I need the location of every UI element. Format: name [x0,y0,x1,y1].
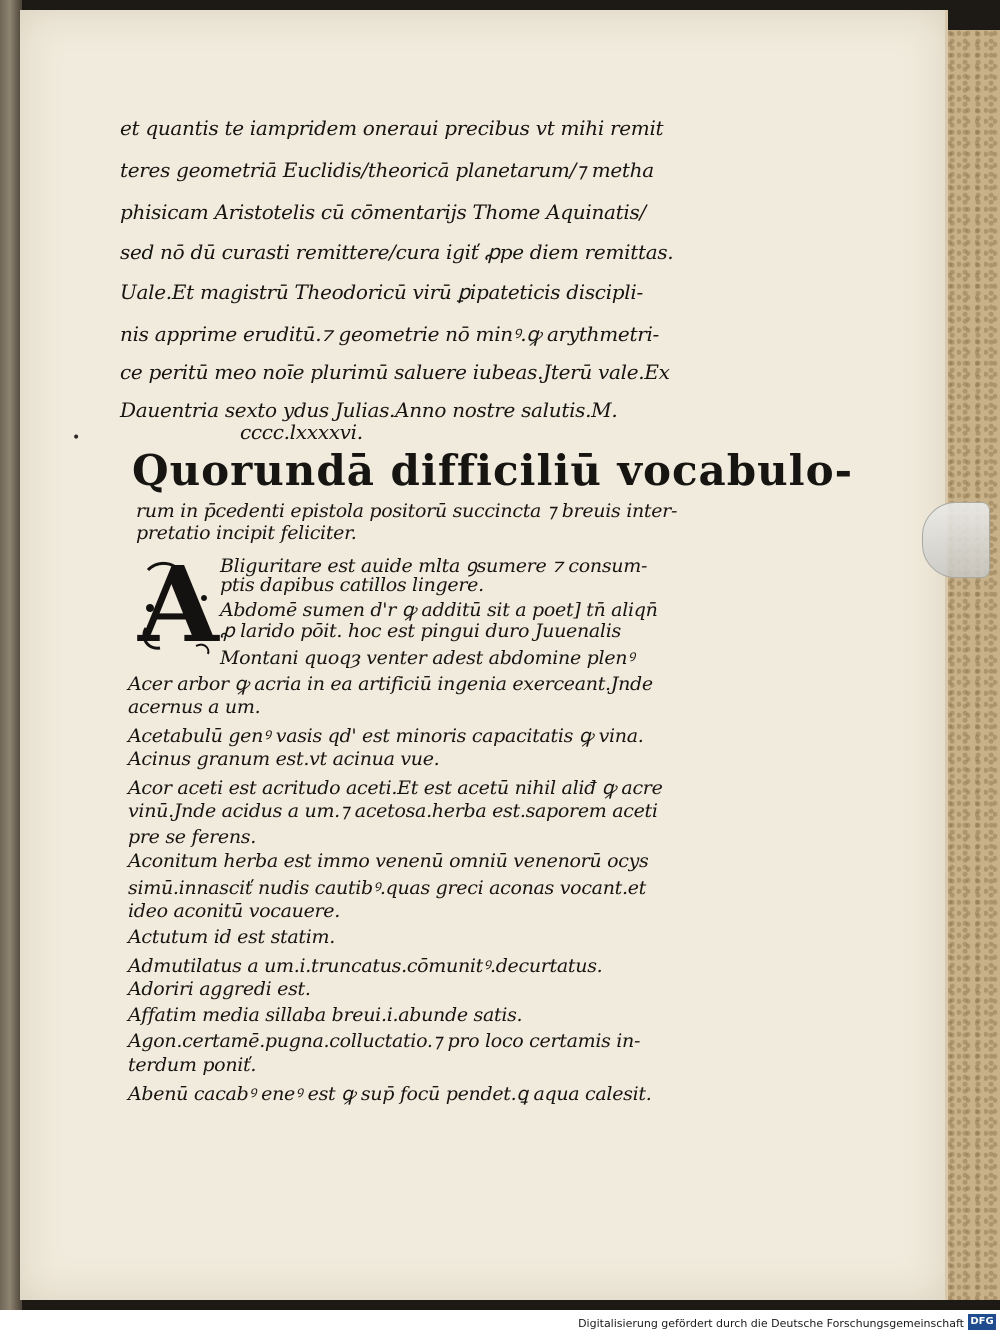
entry-line: Acor aceti est acritudo aceti.Et est acetū nihil aliđ ꝙ acre [128,777,663,799]
entry-line: ptis dapibus catillos lingere. [220,574,484,596]
initial-letter: A [138,543,219,666]
footer-credit: Digitalisierung gefördert durch die Deutsche Forschungsgemeinschaft [578,1317,964,1330]
entry-line: Bliguritare est auide mlta ꝯsumere ⁊ consum- [220,555,648,577]
entry-line: Acinus granum est.vt acinua vue. [128,748,440,770]
letter-line: Dauentria sexto ydus Julias.Anno nostre salutis.M. [120,398,618,422]
heading-continuation: rum in p̄cedenti epistola positorū succincta ⁊ breuis inter- [136,500,678,522]
entry-line: Admutilatus a um.i.truncatus.cōmunitꝰ.decurtatus. [128,955,603,977]
entry-line: ideo aconitū vocauere. [128,900,340,922]
entry-line: ꝓ larido pōit. hoc est pingui duro Juuenalis [220,620,621,642]
plastic-tab [922,502,990,578]
letter-line: teres geometriā Euclidis/theoricā planetarum/⁊ metha [120,158,654,182]
entry-line: pre se ferens. [128,826,256,848]
dfg-logo: DFG [968,1314,996,1330]
entry-line: Agon.certamē.pugna.colluctatio.⁊ pro loco certamis in- [128,1030,641,1052]
letter-line: phisicam Aristotelis cū cōmentarijs Thome Aquinatis/ [120,200,646,224]
entry-line: simū.innasciť nudis cautibꝰ.quas greci aconas vocant.et [128,877,646,899]
heading-continuation: pretatio incipit feliciter. [136,522,357,544]
letter-line: ce peritū meo noīe plurimū saluere iubeas.Jterū vale.Ex [120,360,670,384]
letter-line: sed nō dū curasti remittere/cura igiť ꝓpe diem remittas. [120,240,674,264]
entry-line: Acetabulū genꝰ vasis qd' est minoris capacitatis ꝙ vina. [128,725,644,747]
book-binding-edge [0,0,22,1310]
entry-line: Adoriri aggredi est. [128,978,311,1000]
letter-line: cccc.lxxxxvi. [240,420,363,444]
decorated-initial [138,543,219,666]
letter-line: et quantis te iampridem oneraui precibus vt mihi remit [120,116,664,140]
entry-line: Affatim media sillaba breui.i.abunde satis. [128,1004,523,1026]
entry-line: Actutum id est statim. [128,926,335,948]
entry-line: Montani quoqȝ venter adest abdomine plenꝰ [220,647,635,669]
entry-line: Abdomē sumen d'r ꝙ additū sit a poet] tn̄ aliqn̄ [220,599,658,621]
letter-line: Uale.Et magistrū Theodoricū virū ꝑipateticis discipli- [120,280,643,304]
entry-line: acernus a um. [128,696,261,718]
entry-line: Aconitum herba est immo venenū omniū venenorū ocys [128,850,649,872]
margin-mark: • [72,430,81,446]
section-heading: Quorundā difficiliū vocabulo- [132,446,854,495]
letter-line: nis apprime eruditū.⁊ geometrie nō minꝰ.ꝙ arythmetri- [120,322,660,346]
entry-line: terdum poniť. [128,1054,257,1076]
entry-line: vinū.Jnde acidus a um.⁊ acetosa.herba est.saporem aceti [128,800,658,822]
entry-line: Acer arbor ꝙ acria in ea artificiū ingenia exerceant.Jnde [128,673,653,695]
entry-line: Abenū cacabꝰ eneꝰ est ꝙ sup̄ focū pendet.ꝗ aqua calesit. [128,1083,652,1105]
